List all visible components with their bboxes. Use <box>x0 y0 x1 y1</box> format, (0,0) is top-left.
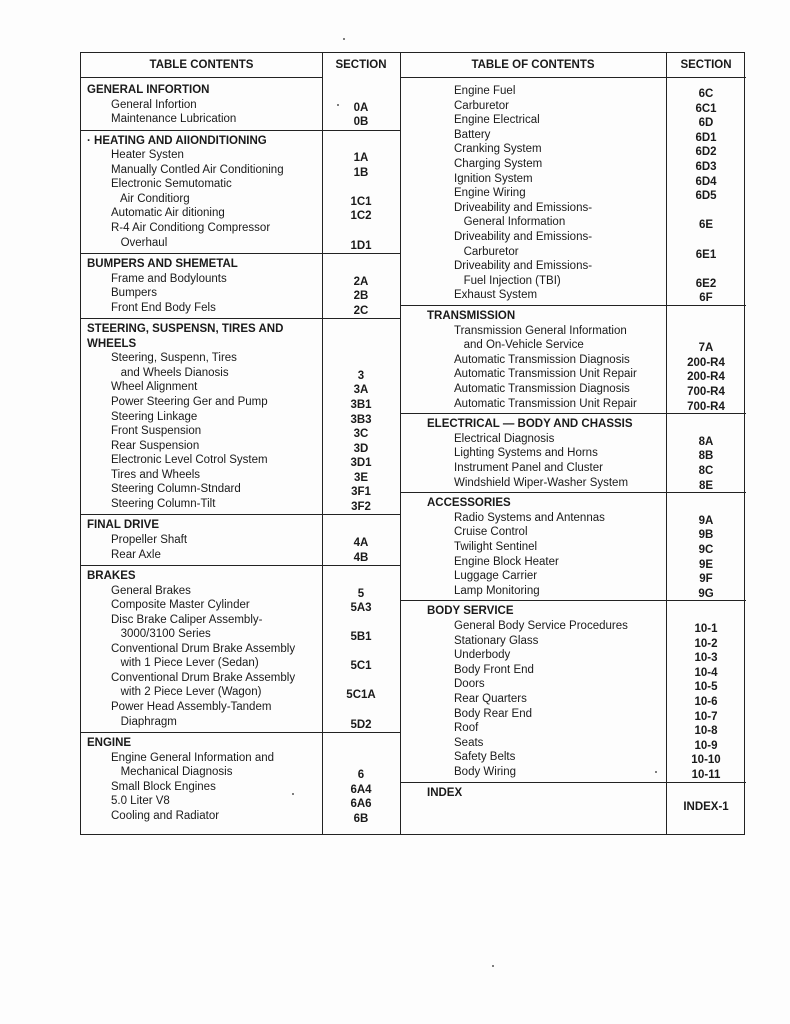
entry-section: 10-9 <box>694 739 718 752</box>
entry-section: 1A <box>353 152 369 165</box>
entry-label: Fuel Injection (TBI) <box>454 274 561 287</box>
group-heading: BUMPERS AND SHEMETAL <box>87 258 238 271</box>
entry-label: Luggage Carrier <box>454 570 538 583</box>
group-divider <box>81 130 400 131</box>
entry-section: 8A <box>698 435 714 448</box>
entry-label: General Infortion <box>111 98 197 111</box>
group-heading: BRAKES <box>87 570 136 583</box>
entry-section: 5B1 <box>350 631 372 644</box>
entry-label: Driveability and Emissions- <box>454 231 593 243</box>
entry-label: Underbody <box>454 649 511 662</box>
entry-label: Conventional Drum Brake Assembly <box>111 642 296 655</box>
entry-section: 1C1 <box>350 195 372 208</box>
entry-section: 10-7 <box>694 710 718 723</box>
entry-label: 3000/3100 Series <box>111 628 211 641</box>
entry-label: Cranking System <box>454 143 542 156</box>
group-heading: TRANSMISSION <box>427 310 516 322</box>
group-heading: INDEX <box>427 786 463 799</box>
left-header-title: TABLE CONTENTS <box>149 59 254 71</box>
entry-section: 6D4 <box>695 175 717 188</box>
right-header-title: TABLE OF CONTENTS <box>471 59 595 71</box>
entry-section: INDEX-1 <box>683 801 729 814</box>
entry-label: Engine General Information and <box>111 751 275 764</box>
entry-section: 6F <box>699 292 713 305</box>
entry-label: Transmission General Information <box>454 324 627 337</box>
entry-label: Rear Quarters <box>454 693 527 705</box>
header-rule <box>400 77 746 78</box>
entry-label: Steering Linkage <box>111 410 198 423</box>
entry-section: 5 <box>357 587 365 600</box>
entry-label: Engine Electrical <box>454 114 540 127</box>
entry-section: 6 <box>357 769 365 782</box>
entry-label: Small Block Engines <box>111 780 216 793</box>
entry-label: Lamp Monitoring <box>454 584 540 597</box>
entry-label: Manually Contled Air Conditioning <box>111 163 284 176</box>
entry-label: Steering, Suspenn, Tires <box>111 352 237 365</box>
entry-section: 2C <box>353 304 369 317</box>
entry-label: with 2 Piece Lever (Wagon) <box>111 686 262 699</box>
entry-label: Automatic Transmission Diagnosis <box>454 353 630 366</box>
entry-section: 5C1 <box>350 660 372 673</box>
entry-label: Body Wiring <box>454 766 516 778</box>
entry-section: 6A6 <box>350 798 372 811</box>
entry-label: Power Steering Ger and Pump <box>111 396 268 408</box>
entry-label: Cooling and Radiator <box>111 809 220 822</box>
entry-label: Power Head Assembly-Tandem <box>111 701 272 713</box>
entry-section: 700-R4 <box>687 386 725 398</box>
entry-label: Lighting Systems and Horns <box>454 447 598 460</box>
entry-label: Engine Wiring <box>454 187 526 200</box>
entry-section: 6B <box>353 812 369 825</box>
entry-label: Seats <box>454 736 484 749</box>
group-divider <box>81 565 400 566</box>
column-divider <box>400 53 401 834</box>
entry-label: Propeller Shaft <box>111 533 188 546</box>
entry-label: Charging System <box>454 158 543 170</box>
group-heading: BODY SERVICE <box>427 605 514 618</box>
group-heading: WHEELS <box>87 337 137 350</box>
speck <box>655 771 657 773</box>
left-header-section: SECTION <box>335 59 387 71</box>
entry-label: Automatic Transmission Unit Repair <box>454 368 637 381</box>
entry-section: 9F <box>699 573 713 586</box>
entry-label: Windshield Wiper-Washer System <box>454 476 629 489</box>
entry-section: 3E <box>353 471 369 484</box>
entry-section: 1D1 <box>350 239 372 252</box>
entry-section: 2A <box>353 275 369 288</box>
entry-label: and Wheels Dianosis <box>111 366 229 379</box>
entry-label: Tires and Wheels <box>111 468 201 481</box>
entry-section: 3D <box>353 442 369 455</box>
group-heading: STEERING, SUSPENSN, TIRES AND <box>87 323 284 336</box>
entry-label: Heater Systen <box>111 149 184 162</box>
entry-section: 3A <box>353 384 369 397</box>
entry-label: Air Conditiorg <box>111 192 190 205</box>
speck <box>292 793 294 795</box>
entry-section: 6C1 <box>695 102 717 115</box>
group-divider <box>81 732 400 733</box>
entry-section: 6C <box>698 88 714 100</box>
group-divider <box>400 305 746 306</box>
entry-label: Body Front End <box>454 663 534 676</box>
entry-label: Driveability and Emissions- <box>454 201 593 214</box>
entry-label: Disc Brake Caliper Assembly- <box>111 613 263 626</box>
entry-section: 6D <box>698 117 714 130</box>
entry-label: Rear Axle <box>111 548 161 561</box>
entry-section: 0B <box>353 116 369 129</box>
entry-section: 10-10 <box>691 754 721 767</box>
entry-section: 3C <box>353 428 369 441</box>
entry-section: 10-8 <box>694 725 718 738</box>
entry-section: 10-5 <box>694 681 718 694</box>
entry-section: 6E1 <box>695 248 717 261</box>
entry-label: Automatic Transmission Diagnosis <box>454 383 630 395</box>
entry-section: 6E <box>698 219 714 232</box>
entry-label: Front Suspension <box>111 425 202 438</box>
entry-section: 10-4 <box>694 666 718 679</box>
entry-label: Mechanical Diagnosis <box>111 766 233 779</box>
group-divider <box>81 318 400 319</box>
entry-label: Instrument Panel and Cluster <box>454 462 603 474</box>
entry-label: Conventional Drum Brake Assembly <box>111 671 296 684</box>
entry-label: Steering Column-Tilt <box>111 497 216 510</box>
entry-section: 6D5 <box>695 190 717 203</box>
entry-section: 9B <box>698 529 714 542</box>
group-heading: ENGINE <box>87 737 132 750</box>
entry-section: 10-1 <box>694 623 718 635</box>
group-divider <box>81 514 400 515</box>
entry-section: 10-11 <box>691 769 721 781</box>
entry-section: 8B <box>698 450 714 463</box>
entry-label: Diaphragm <box>111 715 177 728</box>
group-divider <box>400 782 746 783</box>
entry-section: 8E <box>698 479 714 492</box>
entry-label: 5.0 Liter V8 <box>111 795 170 808</box>
right-header-section: SECTION <box>680 59 732 71</box>
group-divider <box>81 253 400 254</box>
entry-label: with 1 Piece Lever (Sedan) <box>111 657 259 670</box>
entry-section: 3B1 <box>350 399 372 411</box>
group-divider <box>400 413 746 414</box>
entry-label: Engine Block Heater <box>454 555 559 568</box>
entry-label: Cruise Control <box>454 526 528 539</box>
speck <box>343 38 345 40</box>
entry-section: 9E <box>698 558 714 571</box>
entry-section: 4B <box>353 551 369 564</box>
entry-label: Composite Master Cylinder <box>111 599 250 612</box>
entry-section: 3F2 <box>351 500 371 513</box>
entry-section: 6D2 <box>695 146 717 159</box>
entry-section: 6A4 <box>350 783 372 796</box>
entry-section: 5D2 <box>350 718 372 731</box>
entry-section: 200-R4 <box>687 356 725 369</box>
entry-label: Front End Body Fels <box>111 301 216 314</box>
entry-label: Ignition System <box>454 172 533 185</box>
entry-label: Engine Fuel <box>454 85 516 97</box>
group-heading: ACCESSORIES <box>427 497 511 510</box>
entry-label: Electrical Diagnosis <box>454 432 555 445</box>
entry-label: Automatic Transmission Unit Repair <box>454 397 637 410</box>
entry-label: Rear Suspension <box>111 439 200 452</box>
entry-section: 10-6 <box>694 696 718 708</box>
entry-label: Radio Systems and Antennas <box>454 511 605 524</box>
entry-section: 6D3 <box>695 161 717 173</box>
entry-section: 3D1 <box>350 457 372 470</box>
entry-label: Frame and Bodylounts <box>111 272 227 285</box>
entry-section: 9C <box>698 544 714 556</box>
entry-label: and On-Vehicle Service <box>454 339 584 352</box>
entry-label: Steering Column-Stndard <box>111 483 241 496</box>
group-heading: FINAL DRIVE <box>87 519 159 532</box>
entry-label: General Information <box>454 216 566 229</box>
entry-section: 9A <box>698 514 714 527</box>
entry-label: Overhaul <box>111 236 168 249</box>
entry-section: 8C <box>698 465 714 477</box>
group-heading: GENERAL INFORTION <box>87 84 210 96</box>
entry-label: Exhaust System <box>454 289 538 302</box>
entry-label: Safety Belts <box>454 751 516 764</box>
entry-section: 200-R4 <box>687 371 725 384</box>
entry-label: Bumpers <box>111 287 158 300</box>
entry-label: Wheel Alignment <box>111 381 198 394</box>
entry-section: 6D1 <box>695 131 717 144</box>
entry-section: 5C1A <box>346 689 376 702</box>
entry-label: Carburetor <box>454 245 519 258</box>
entry-label: Electronic Level Cotrol System <box>111 454 268 467</box>
entry-label: Maintenance Lubrication <box>111 113 237 126</box>
entry-section: 2B <box>353 290 369 303</box>
entry-section: 3F1 <box>351 486 371 499</box>
entry-section: 9G <box>698 587 714 600</box>
speck <box>492 965 494 967</box>
speck <box>337 104 339 106</box>
entry-label: Carburetor <box>454 99 509 112</box>
entry-section: 10-2 <box>694 637 718 650</box>
entry-section: 4A <box>353 536 369 549</box>
entry-label: Automatic Air ditioning <box>111 207 225 220</box>
entry-label: General Brakes <box>111 584 191 597</box>
entry-label: R-4 Air Conditiong Compressor <box>111 221 271 234</box>
entry-label: General Body Service Procedures <box>454 620 628 632</box>
entry-section: 3B3 <box>350 413 372 426</box>
entry-label: Roof <box>454 722 479 735</box>
entry-section: 6E2 <box>695 277 717 290</box>
entry-section: 0A <box>353 101 369 114</box>
group-heading: ELECTRICAL — BODY AND CHASSIS <box>427 418 633 431</box>
entry-section: 3 <box>357 369 365 382</box>
entry-section: 1B <box>353 166 369 179</box>
entry-label: Twilight Sentinel <box>454 541 538 553</box>
entry-label: Electronic Semutomatic <box>111 178 232 191</box>
entry-section: 700-R4 <box>687 400 725 413</box>
entry-section: 1C2 <box>350 210 372 223</box>
entry-label: Body Rear End <box>454 707 532 720</box>
entry-label: Doors <box>454 678 485 691</box>
group-divider <box>400 600 746 601</box>
header-rule <box>81 77 322 78</box>
table-of-contents <box>80 52 745 835</box>
entry-label: Battery <box>454 128 491 141</box>
entry-section: 10-3 <box>694 652 718 665</box>
entry-section: 7A <box>698 342 714 355</box>
entry-section: 5A3 <box>350 602 372 615</box>
entry-label: Stationary Glass <box>454 634 539 647</box>
group-divider <box>400 492 746 493</box>
entry-label: Driveability and Emissions- <box>454 260 593 273</box>
group-heading: · HEATING AND AIIONDITIONING <box>87 134 267 147</box>
